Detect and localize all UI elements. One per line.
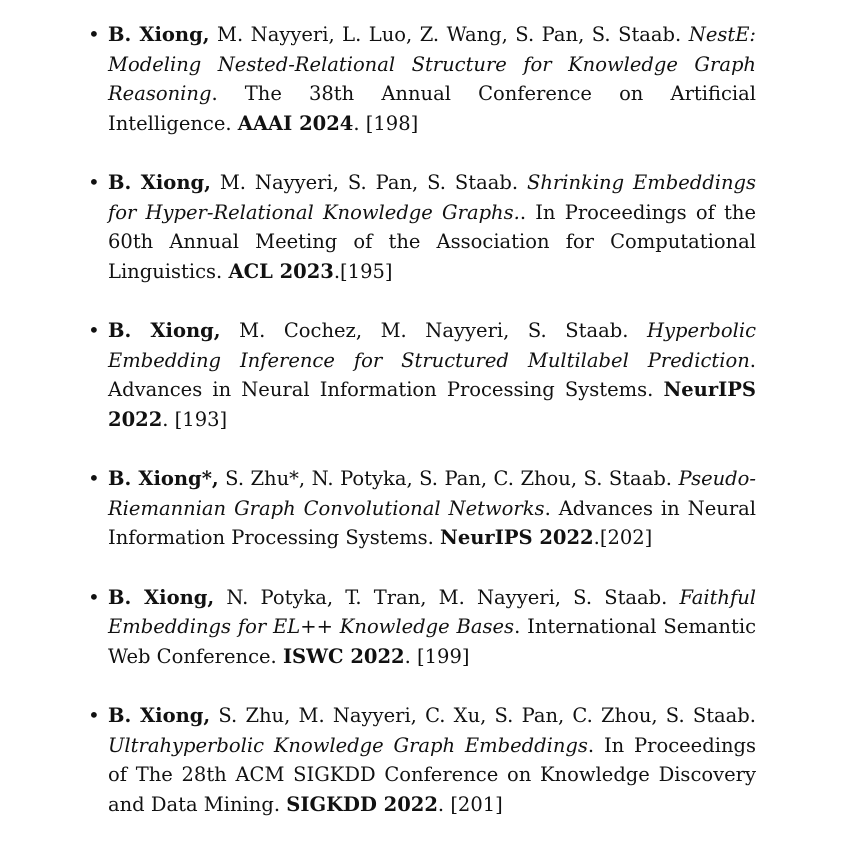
- citation-ref: . [193]: [162, 407, 228, 431]
- paper-title: Ultrahyperbolic Knowledge Graph Embeddings: [108, 733, 588, 757]
- bullet-icon: •: [88, 584, 100, 609]
- paper-title: NestE: Modeling Nested-Relational Structure for Knowledge Graph Reasoning: [108, 23, 757, 105]
- bullet-icon: •: [88, 703, 100, 727]
- coauthors: M. Nayyeri, S. Pan, S. Staab.: [210, 171, 519, 194]
- venue-name: NeurIPS 2022: [440, 526, 594, 549]
- citation-ref: . [201]: [437, 792, 503, 816]
- venue-name: AAAI 2024: [237, 111, 354, 135]
- lead-author: B. Xiong*,: [108, 467, 219, 490]
- venue-description: . International Semantic Web Conference.: [108, 615, 756, 668]
- paper-title: Hyperbolic Embedding Inference for Structured Multilabel Prediction: [108, 319, 756, 372]
- publication-item: [84, 20, 756, 138]
- publication-item: [84, 464, 756, 553]
- coauthors: S. Zhu*, N. Potyka, S. Pan, C. Zhou, S. Staab.: [218, 467, 672, 490]
- bullet-icon: •: [88, 466, 100, 490]
- venue-name: ACL 2023: [228, 259, 334, 283]
- citation-ref: .[202]: [593, 526, 653, 549]
- coauthors: S. Zhu, M. Nayyeri, C. Xu, S. Pan, C. Zhou, S. Staab.: [210, 704, 756, 727]
- venue-name: ISWC 2022: [282, 644, 405, 668]
- bullet-icon: •: [88, 318, 100, 342]
- lead-author: B. Xiong,: [108, 171, 211, 194]
- publication-item: [84, 316, 756, 434]
- publication-item: [84, 701, 756, 819]
- bullet-icon: •: [88, 22, 100, 46]
- venue-description: . In Proceedings of The 28th ACM SIGKDD Conference on Knowledge Discovery and Data Mining.: [108, 733, 756, 816]
- venue-description: . The 38th Annual Conference on Artificial Intelligence.: [108, 82, 756, 135]
- coauthors: M. Cochez, M. Nayyeri, S. Staab.: [220, 319, 629, 342]
- bullet-icon: •: [88, 170, 100, 194]
- venue-description: . Advances in Neural Information Processing Systems.: [108, 496, 756, 549]
- paper-title: Faithful Embeddings for EL++ Knowledge Bases: [108, 585, 756, 638]
- coauthors: N. Potyka, T. Tran, M. Nayyeri, S. Staab.: [214, 585, 668, 609]
- citation-ref: . [199]: [404, 644, 470, 668]
- paper-title: Pseudo-Riemannian Graph Convolutional Networks: [108, 467, 756, 520]
- publication-list: [84, 20, 756, 849]
- venue-name: SIGKDD 2022: [286, 792, 438, 816]
- venue-description: . Advances in Neural Information Processing Systems.: [108, 348, 756, 401]
- citation-ref: . [198]: [353, 111, 419, 135]
- lead-author: B. Xiong,: [108, 585, 215, 609]
- lead-author: B. Xiong,: [108, 319, 221, 342]
- lead-author: B. Xiong,: [108, 23, 210, 46]
- publication-item: [84, 583, 756, 672]
- lead-author: B. Xiong,: [108, 704, 211, 727]
- venue-name: NeurIPS 2022: [108, 378, 756, 431]
- venue-description: . In Proceedings of the 60th Annual Meeting of the Association for Computational Linguistics.: [108, 200, 756, 283]
- citation-ref: .[195]: [333, 259, 393, 283]
- coauthors: M. Nayyeri, L. Luo, Z. Wang, S. Pan, S. Staab.: [209, 23, 682, 46]
- publication-item: [84, 168, 756, 286]
- paper-title: Shrinking Embeddings for Hyper-Relational Knowledge Graphs.: [108, 171, 757, 224]
